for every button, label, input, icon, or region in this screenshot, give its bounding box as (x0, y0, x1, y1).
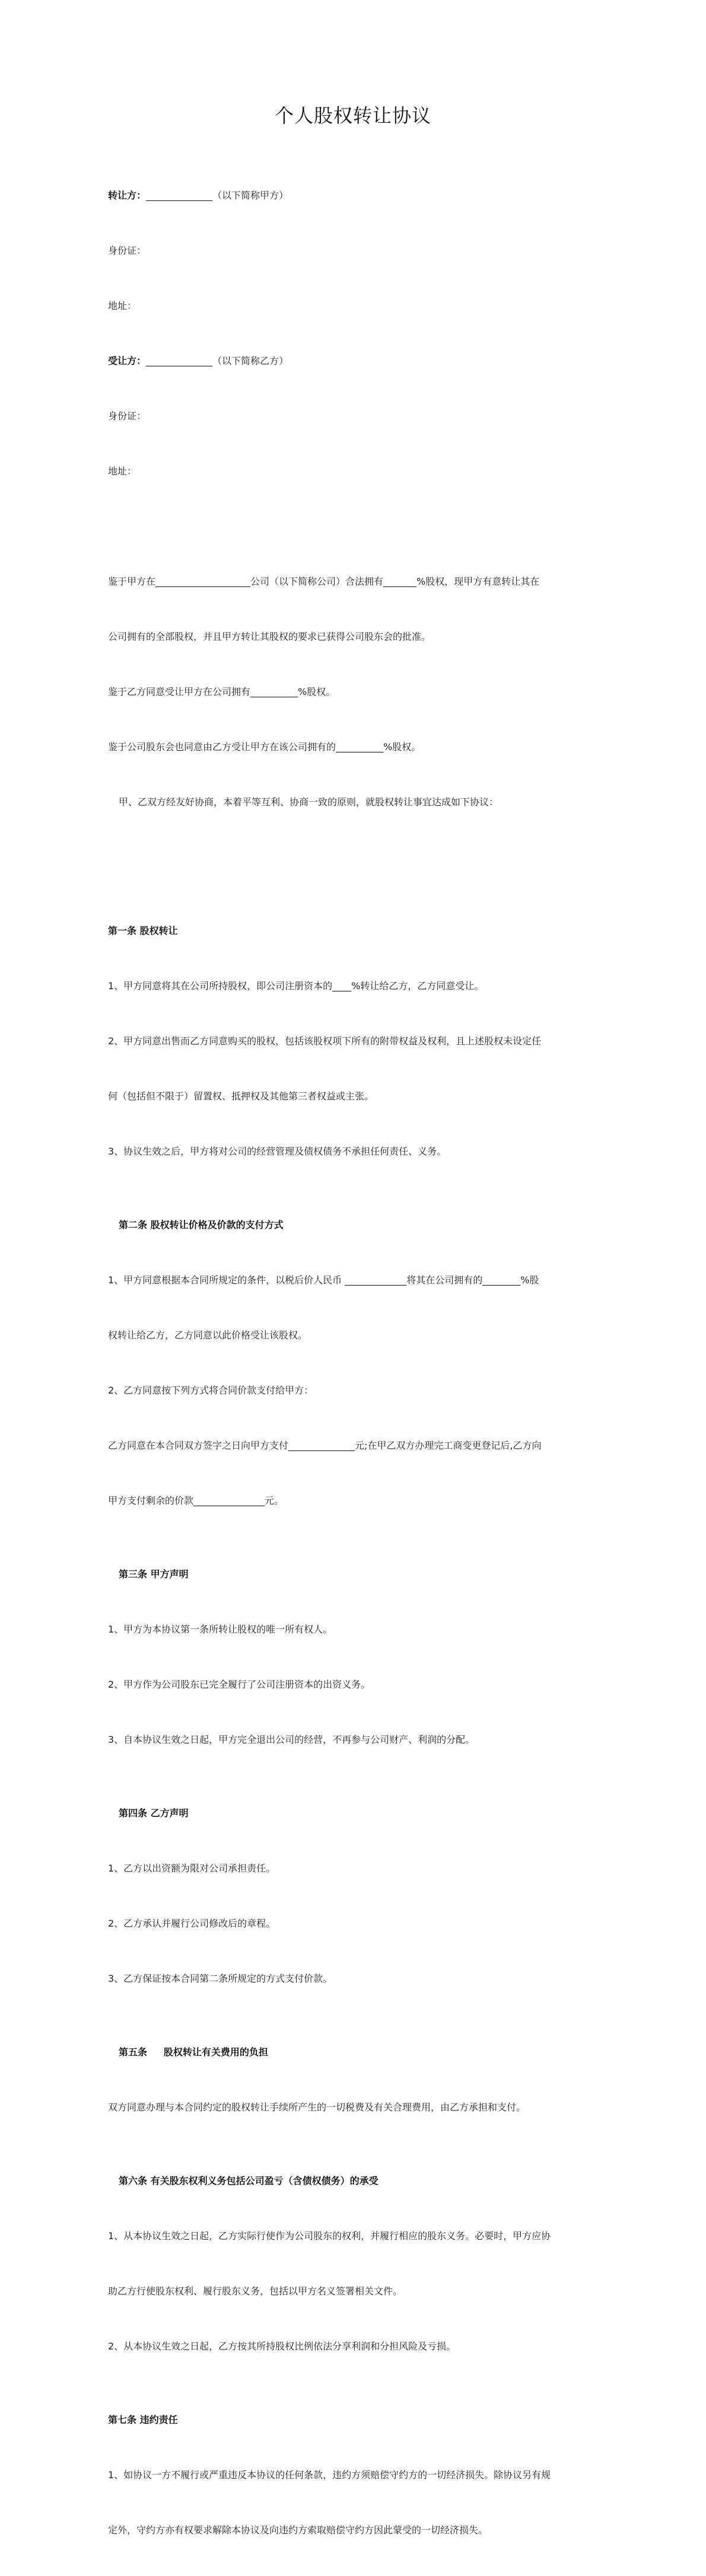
article-heading: 第三条 甲方声明 (119, 1568, 189, 1580)
preamble-paragraph: 鉴于甲方在____________________公司（以下简称公司）合法拥有_______%股权，现甲方有意转让其在 (108, 576, 540, 587)
article-clause: 1、从本协议生效之日起，乙方实际行使作为公司股东的权利，并履行相应的股东义务。必要时，甲方应协 (108, 2230, 551, 2242)
article-clause: 2、乙方承认并履行公司修改后的章程。 (108, 1918, 276, 1929)
article-clause: 1、乙方以出资额为限对公司承担责任。 (108, 1863, 276, 1874)
article-clause: 权转让给乙方，乙方同意以此价格受让该股权。 (108, 1330, 308, 1341)
article-heading: 第二条 股权转让价格及价款的支付方式 (119, 1219, 284, 1230)
transferor-address: 地址： (108, 300, 137, 311)
spacer (108, 517, 606, 535)
preamble-paragraph: 公司拥有的全部股权，并且甲方转让其股权的要求已获得公司股东会的批准。 (108, 631, 431, 642)
transferee-blank: ______________（以下简称乙方） (146, 355, 289, 366)
article-clause: 1、如协议一方不履行或严重违反本协议的任何条款，违约方须赔偿守约方的一切经济损失。除协议另有规 (108, 2469, 551, 2481)
preamble-paragraph: 甲、乙双方经友好协商，本着平等互利、协商一致的原则，就股权转让事宜达成如下协议： (119, 796, 499, 808)
article-clause: 何（包括但不限于）留置权、抵押权及其他第三者权益或主张。 (108, 1091, 374, 1102)
transferor-label: 转让方： (108, 190, 147, 201)
spacer (108, 848, 606, 866)
transferor-line (108, 186, 606, 205)
article-clause: 助乙方行使股东权利、履行股东义务，包括以甲方名义签署相关文件。 (108, 2285, 403, 2297)
article-clause: 1、甲方同意将其在公司所持股权，即公司注册资本的____%转让给乙方，乙方同意受让。 (108, 980, 484, 991)
article-clause: 3、乙方保证按本合同第二条所规定的方式支付价款。 (108, 1973, 333, 1984)
article-clause: 定外，守约方亦有权要求解除本协议及向违约方索取赔偿守约方因此蒙受的一切经济损失。 (108, 2524, 488, 2536)
article-clause: 2、甲方作为公司股东已完全履行了公司注册资本的出资义务。 (108, 1679, 371, 1690)
article-clause: 2、乙方同意按下列方式将合同价款支付给甲方： (108, 1385, 314, 1396)
transferor-id: 身份证： (108, 245, 147, 256)
article-clause: 1、甲方同意根据本合同所规定的条件，以税后价人民币 _____________将其在公司拥有的________%股 (108, 1274, 539, 1286)
transferee-label: 受让方： (108, 355, 147, 366)
article-clause: 1、甲方为本协议第一条所转让股权的唯一所有权人。 (108, 1624, 333, 1635)
transferee-id: 身份证： (108, 410, 147, 422)
article-clause: 2、从本协议生效之日起，乙方按其所持股权比例依法分享利润和分担风险及亏损。 (108, 2341, 456, 2352)
article-heading: 第六条 有关股东权利义务包括公司盈亏（含债权债务）的承受 (119, 2175, 379, 2186)
article-heading: 第一条 股权转让 (108, 925, 178, 936)
article-clause: 2、甲方同意出售而乙方同意购买的股权，包括该股权项下所有的附带权益及权利，且上述股权未设定任 (108, 1035, 542, 1047)
article-heading: 第五条 股权转让有关费用的负担 (119, 2046, 268, 2058)
preamble-paragraph: 鉴于乙方同意受让甲方在公司拥有__________%股权。 (108, 686, 336, 697)
article-heading: 第四条 乙方声明 (119, 1807, 189, 1819)
article-clause: 甲方支付剩余的价款_______________元。 (108, 1495, 284, 1506)
document-body (108, 149, 606, 2576)
article-clause: 乙方同意在本合同双方签字之日向甲方支付______________元;在甲乙双方办理完工商变更登记后,乙方向 (108, 1440, 542, 1451)
article-clause: 双方同意办理与本合同约定的股权转让手续所产生的一切税费及有关合理费用，由乙方承担和支付。 (108, 2102, 526, 2113)
transferee-line (108, 352, 606, 370)
article-clause: 3、自本协议生效之日起，甲方完全退出公司的经营，不再参与公司财产、利润的分配。 (108, 1734, 475, 1745)
article-heading: 第七条 违约责任 (108, 2414, 178, 2425)
preamble-paragraph: 鉴于公司股东会也同意由乙方受让甲方在该公司拥有的__________%股权。 (108, 741, 421, 753)
transferee-address: 地址： (108, 466, 137, 477)
transferor-blank: ______________（以下简称甲方） (146, 190, 289, 201)
article-clause: 3、协议生效之后，甲方将对公司的经营管理及债权债务不承担任何责任、义务。 (108, 1146, 447, 1157)
document-title: 个人股权转让协议 (274, 104, 431, 127)
